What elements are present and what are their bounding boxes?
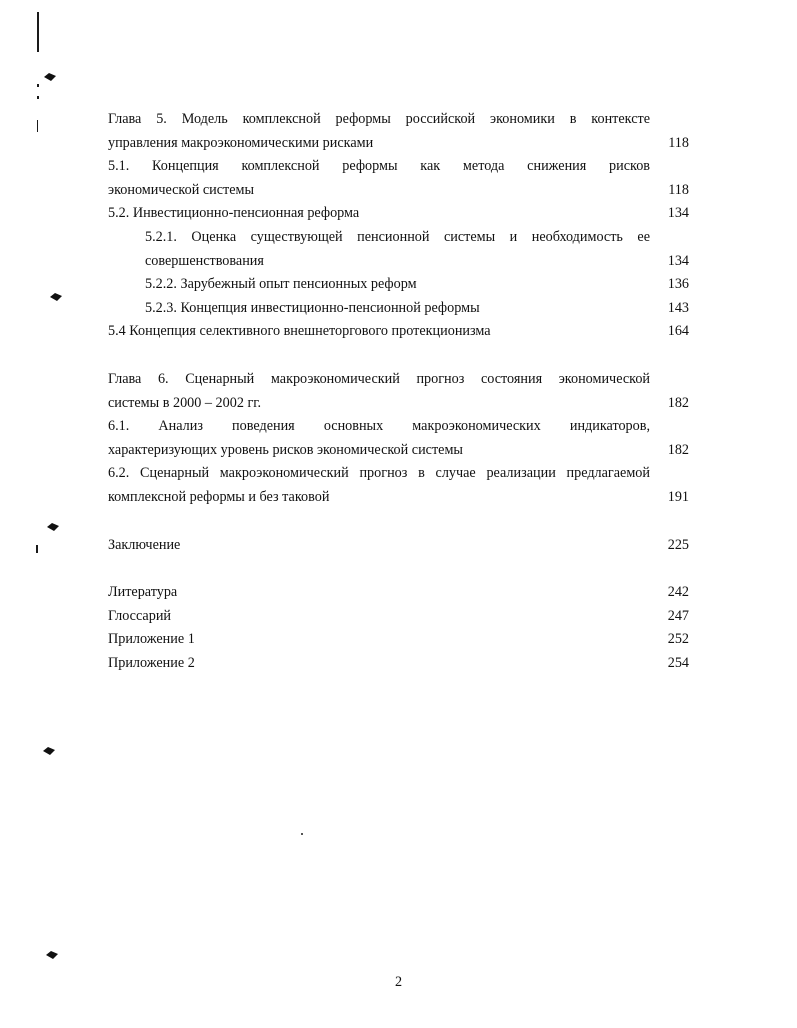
toc-entry-title: Приложение 2 [108, 654, 195, 671]
toc-entry-title: 5.1. Концепция комплексной реформы как метода снижения рисков [108, 158, 650, 175]
toc-page-number: 252 [667, 631, 689, 648]
toc-page-number: 254 [667, 654, 689, 671]
toc-page-number: 136 [667, 276, 689, 293]
scan-dot-mark [36, 545, 38, 553]
toc-entry-literature[interactable] [108, 581, 692, 605]
toc-entry-title: Глоссарий [108, 607, 172, 624]
toc-entry-title: 5.4 Концепция селективного внешнеторгового протекционизма [108, 323, 491, 340]
toc-entry-title: 5.2.1. Оценка существующей пенсионной системы и необходимость ее [145, 228, 650, 245]
punch-hole-icon [46, 522, 58, 531]
toc-entry-5-1[interactable] [108, 155, 692, 202]
toc-entry-title: Глава 5. Модель комплексной реформы российской экономики в контексте [108, 111, 650, 127]
toc-entry-5-2-3[interactable] [108, 297, 692, 321]
scan-line-mark [37, 12, 39, 52]
toc-entry-title: Глава 6. Сценарный макроэкономический прогноз состояния экономической [108, 370, 650, 387]
toc-entry-title: 6.1. Анализ поведения основных макроэкономических индикаторов, [108, 418, 650, 435]
toc-page-number: 247 [667, 607, 689, 624]
toc-entry-title-cont: совершенствования [145, 252, 264, 269]
punch-hole-icon [43, 72, 55, 81]
toc-entry-title: Заключение [108, 536, 181, 553]
toc-entry-conclusion[interactable] [108, 534, 692, 558]
toc-entry-5-2-1[interactable] [108, 226, 692, 273]
toc-entry-chapter-5[interactable] [108, 108, 692, 155]
toc-entry-appendix-2[interactable] [108, 652, 692, 676]
scan-dot-mark [37, 96, 39, 99]
punch-hole-icon [45, 950, 57, 959]
scan-dot-mark [37, 84, 39, 87]
toc-entry-title-cont: характеризующих уровень рисков экономической системы [108, 441, 463, 458]
toc-page-number: 225 [667, 536, 689, 553]
toc-page-number: 118 [668, 181, 689, 198]
spacer [108, 510, 692, 534]
toc-entry-5-4[interactable] [108, 320, 692, 344]
toc-entry-chapter-6[interactable] [108, 368, 692, 415]
spacer [108, 557, 692, 581]
table-of-contents [108, 108, 692, 675]
toc-entry-title-cont: комплексной реформы и без таковой [108, 488, 330, 505]
toc-entry-glossary[interactable] [108, 605, 692, 629]
toc-page-number: 182 [667, 441, 689, 458]
toc-page-number: 191 [667, 488, 689, 505]
toc-entry-title: Приложение 1 [108, 631, 195, 648]
toc-entry-title-cont: системы в 2000 – 2002 гг. [108, 394, 262, 411]
scan-speck [301, 833, 303, 835]
toc-entry-title-cont: управления макроэкономическими рисками [108, 134, 374, 151]
toc-entry-5-2-2[interactable] [108, 273, 692, 297]
toc-entry-title: 5.2. Инвестиционно-пенсионная реформа [108, 205, 360, 222]
toc-page-number: 134 [667, 252, 689, 269]
toc-entry-appendix-1[interactable] [108, 628, 692, 652]
spacer [108, 344, 692, 368]
toc-entry-6-2[interactable] [108, 462, 692, 509]
toc-page-number: 164 [667, 323, 689, 340]
page-number: 2 [394, 974, 403, 990]
toc-entry-title: 5.2.2. Зарубежный опыт пенсионных реформ [145, 276, 417, 293]
toc-page-number: 134 [667, 205, 689, 222]
toc-page-number: 118 [668, 134, 689, 151]
toc-page-number: 182 [667, 394, 689, 411]
punch-hole-icon [49, 292, 61, 301]
punch-hole-icon [42, 746, 54, 755]
toc-entry-6-1[interactable] [108, 415, 692, 462]
toc-entry-5-2[interactable] [108, 202, 692, 226]
toc-page-number: 242 [667, 584, 689, 601]
toc-entry-title-cont: экономической системы [108, 181, 255, 198]
scan-dot-mark [37, 120, 38, 132]
toc-entry-title: 5.2.3. Концепция инвестиционно-пенсионной реформы [145, 299, 480, 316]
toc-entry-title: 6.2. Сценарный макроэкономический прогноз в случае реализации предлагаемой [108, 465, 650, 482]
toc-page-number: 143 [667, 299, 689, 316]
toc-entry-title: Литература [108, 584, 178, 601]
